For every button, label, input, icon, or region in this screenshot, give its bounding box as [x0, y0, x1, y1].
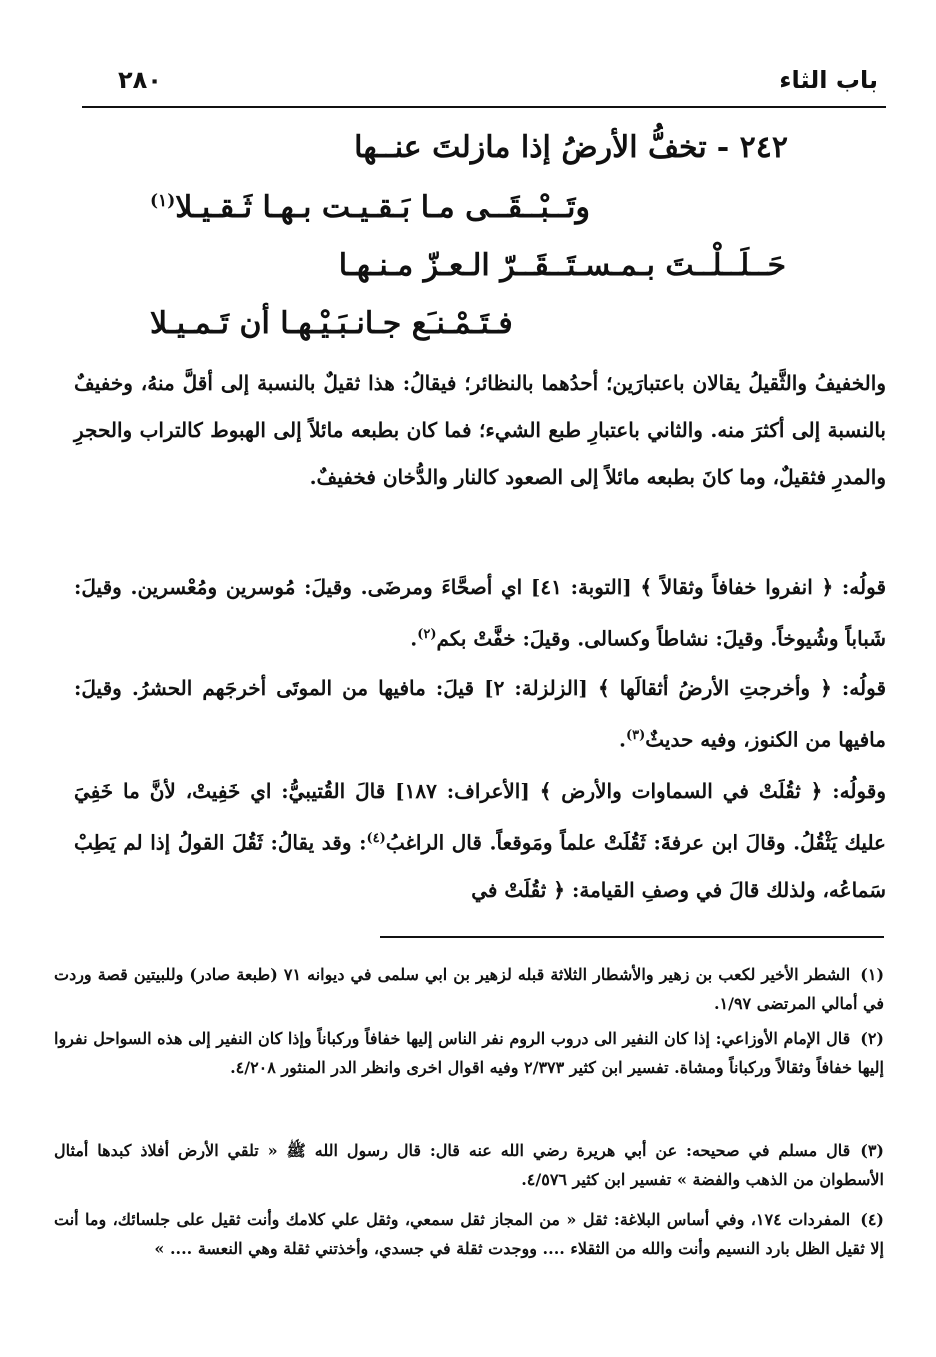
footnote-3-mark: (٣): [860, 1141, 884, 1160]
paragraph-2-end: .: [410, 626, 418, 651]
footnote-3: [54, 1136, 884, 1194]
footnote-1-text: الشطر الأخير لكعب بن زهير والأشطار الثلاثة قبله لزهير بن ابي سلمى في ديوانه ٧١ (طبعة صادر) وللبيتين قصة وردت في أمالي المرتضى ١/٩٧.: [54, 965, 884, 1013]
footnote-1: [54, 960, 884, 1018]
verse-line-1-text: تخفُّ الأرضُ إذا مازلتَ عنــها: [354, 130, 707, 165]
footnote-divider: [380, 936, 884, 938]
paragraph-4: [74, 768, 886, 914]
footnote-ref-3: (٣): [625, 728, 646, 743]
footnote-2-text: قال الإمام الأوزاعي: إذا كان النفير الى دروب الروم نفر الناس إليها خفافاً وركباناً وإذا كان النفير إلى هذه السواحل نفروا إليها خفافاً وثقالاً وركباناً ومشاة. تفسير ابن كثير ٢/٣٧٣ وفيه اقوال اخرى وانظر الدر المنثور ٤/٢٠٨.: [54, 1029, 884, 1077]
header-divider: [82, 106, 886, 108]
footnote-3-text: قال مسلم في صحيحه: عن أبي هريرة رضي الله عنه قال: قال رسول الله ﷺ « تلقي الأرض أفلاذ كبدها أمثال الأسطوان من الذهب والفضة » تفسير ابن كثير ٤/٥٧٦.: [54, 1141, 884, 1189]
footnote-4-mark: (٤): [860, 1210, 884, 1229]
verse-line-3: حَــلَــلْــتَ بـمـسـتَــقَــرّ الـعـزّ مـنـهـا: [338, 248, 786, 283]
footnote-1-mark: (١): [860, 965, 885, 984]
paragraph-3: [74, 665, 886, 764]
footnote-4-text: المفردات ١٧٤، وفي أساس البلاغة: ثقل « من المجاز ثقل سمعي، وثقل علي كلامك وأنت ثقيل على جلسائك، وما أنت إلا ثقيل الظل بارد النسيم وأنت والله من الثقلاء .... ووجدت ثقلة في جسدي، وأخذتني ثقلة وهي النعسة .... »: [54, 1210, 884, 1258]
page-number: ٢٨٠: [118, 66, 162, 94]
verse-line-1: [354, 130, 788, 165]
footnote-ref-1: (١): [150, 191, 176, 211]
paragraph-4-text-b: : وقد يقالُ: ثَقُلَ القولُ إذا لم يَطِبْ سَماعُه، ولذلك قالَ في وصفِ القيامة: ﴿ ثقُلَتْ في: [74, 830, 886, 902]
verse-number: ٢٤٢ -: [716, 130, 788, 165]
footnote-4: [54, 1205, 884, 1263]
chapter-title: باب الثاء: [779, 66, 878, 94]
footnote-2: [54, 1024, 884, 1082]
paragraph-3-text: قولُه: ﴿ وأخرجتِ الأرضُ أثقالَها ﴾ [الزلزلة: ٢] قيلَ: مافيها من الموتَى أخرجَهم الحشرُ. وقيلَ: مافيها من الكنوز، وفيه حديثٌ: [74, 676, 887, 752]
verse-line-2-text: وتَــبْــقَــى مـا بَـقـيـت بـهـا ثَـقـيـلا: [175, 190, 590, 225]
paragraph-2-text: قولُه: ﴿ انفروا خفافاً وثقالاً ﴾ [التوبة: ٤١] اي أصحَّاءَ ومرضَى. وقيلَ: مُوسرين ومُعْسرين. وقيلَ: شَباباً وشُيوخاً. وقيلَ: نشاطاً وكسالى. وقيلَ: خفَّتْ بكم: [74, 575, 887, 651]
verse-line-2: [150, 190, 590, 225]
footnote-2-mark: (٢): [860, 1029, 884, 1048]
footnote-ref-2: (٢): [417, 627, 437, 642]
verse-line-4: فـتَـمْـنـَع جـانـبَـيْـهـا أن تَـمـيـلا: [150, 306, 513, 341]
paragraph-4-text-a: وقولُه: ﴿ ثقُلَتْ في السماوات والأرض ﴾ [الأعراف: ١٨٧] قالَ القُتيبيُّ: اي خَفِيتْ، لأنَّ ما خَفِيَ عليك يَثْقُلُ. وقالَ ابن عرفةَ: ثَقُلَتْ علماً ومَوقعاً. قال الراغبُ: [74, 779, 886, 855]
paragraph-3-end: .: [619, 727, 626, 752]
footnote-ref-4: (٤): [366, 831, 386, 846]
paragraph-2: [74, 564, 886, 663]
paragraph-1: والخفيفُ والثَّقيلُ يقالان باعتبارَين؛ أحدُهما بالنظائر؛ فيقالُ: هذا ثقيلٌ بالنسبة إلى أقلَّ منهُ، وخفيفٌ بالنسبة إلى أكثرَ منه. والثاني باعتبارِ طبع الشيء؛ فما كان بطبعه مائلاً إلى الهبوط كالتراب والحجرِ والمدرِ فثقيلٌ، وما كانَ بطبعه مائلاً إلى الصعود كالنار والدُّخان فخفيفٌ.: [74, 371, 886, 489]
